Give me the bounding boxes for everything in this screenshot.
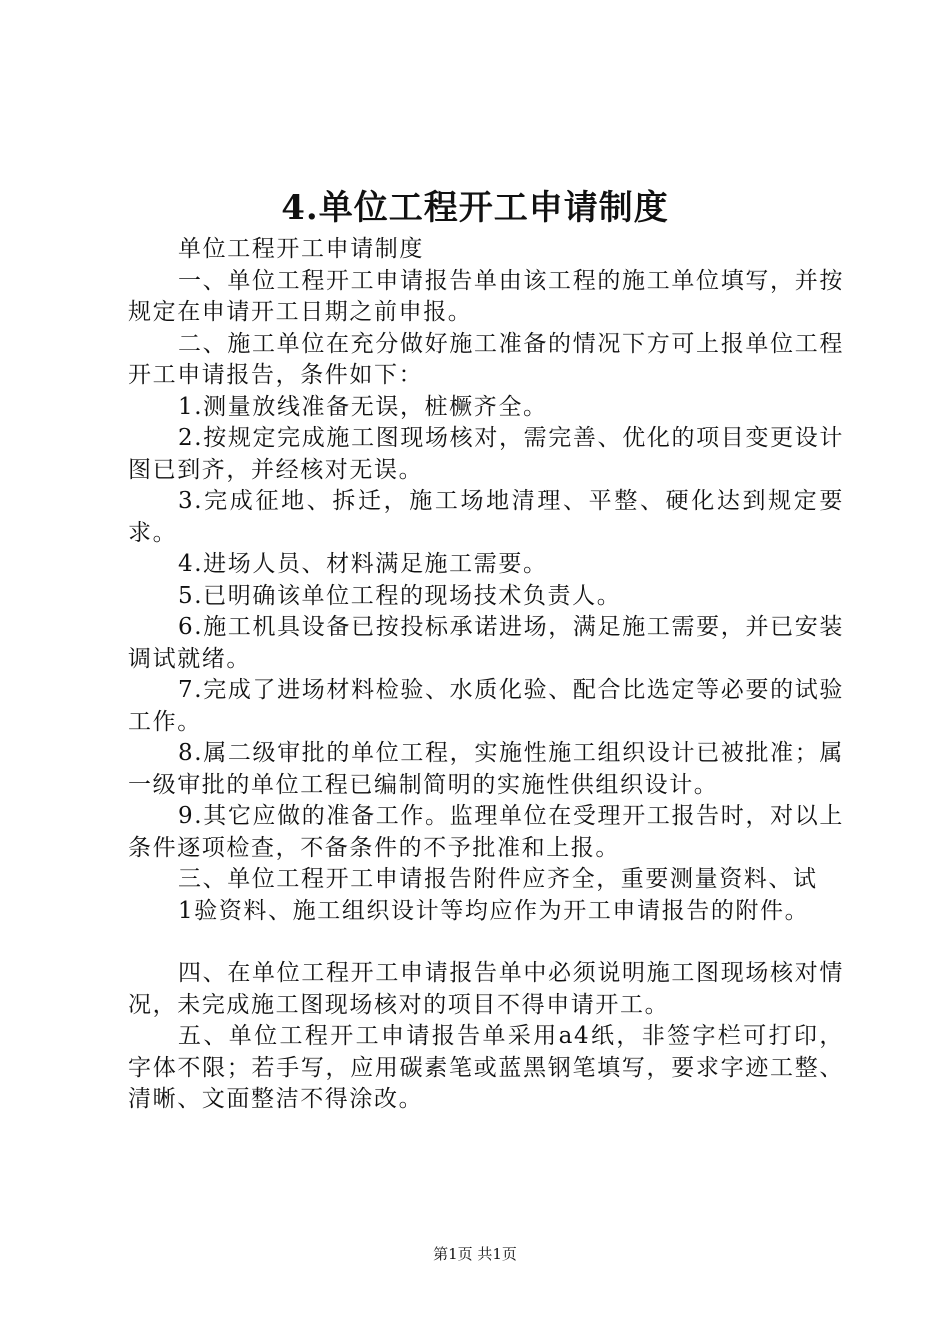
paragraph-heading: 单位工程开工申请制度	[178, 236, 424, 262]
paragraph-2: 二、施工单位在充分做好施工准备的情况下方可上报单位工程开工申请报告，条件如下：	[128, 330, 844, 388]
condition-2: 2.按规定完成施工图现场核对，需完善、优化的项目变更设计图已到齐，并经核对无误。	[128, 425, 844, 483]
condition-8: 8.属二级审批的单位工程，实施性施工组织设计已被批准；属一级审批的单位工程已编制简明的实施性供组织设计。	[128, 740, 844, 798]
condition-9: 9.其它应做的准备工作。监理单位在受理开工报告时，对以上条件逐项检查，不备条件的不予批准和上报。	[128, 803, 844, 861]
condition-6: 6.施工机具设备已按投标承诺进场，满足施工需要，并已安装调试就绪。	[128, 614, 844, 672]
condition-7: 7.完成了进场材料检验、水质化验、配合比选定等必要的试验工作。	[128, 677, 844, 735]
paragraph-3: 三、单位工程开工申请报告附件应齐全，重要测量资料、试	[178, 866, 818, 892]
paragraph-1: 一、单位工程开工申请报告单由该工程的施工单位填写，并按规定在申请开工日期之前申报。	[128, 267, 844, 325]
condition-4: 4.进场人员、材料满足施工需要。	[178, 551, 548, 577]
document-title: 4.单位工程开工申请制度	[281, 188, 669, 228]
condition-5: 5.已明确该单位工程的现场技术负责人。	[178, 582, 622, 609]
page-footer: 第1页 共1页	[433, 1245, 517, 1263]
paragraph-3-continued: 1验资料、施工组织设计等均应作为开工申请报告的附件。	[178, 897, 810, 924]
paragraph-4: 四、在单位工程开工申请报告单中必须说明施工图现场核对情况，未完成施工图现场核对的项目不得申请开工。	[128, 960, 844, 1018]
document-body	[128, 234, 844, 1116]
condition-3: 3.完成征地、拆迁，施工场地清理、平整、硬化达到规定要求。	[128, 488, 844, 546]
condition-1: 1.测量放线准备无误，桩橛齐全。	[178, 393, 548, 420]
paragraph-5: 五、单位工程开工申请报告单采用a4纸，非签字栏可打印，字体不限；若手写，应用碳素笔或蓝黑钢笔填写，要求字迹工整、清晰、文面整洁不得涂改。	[128, 1023, 844, 1112]
